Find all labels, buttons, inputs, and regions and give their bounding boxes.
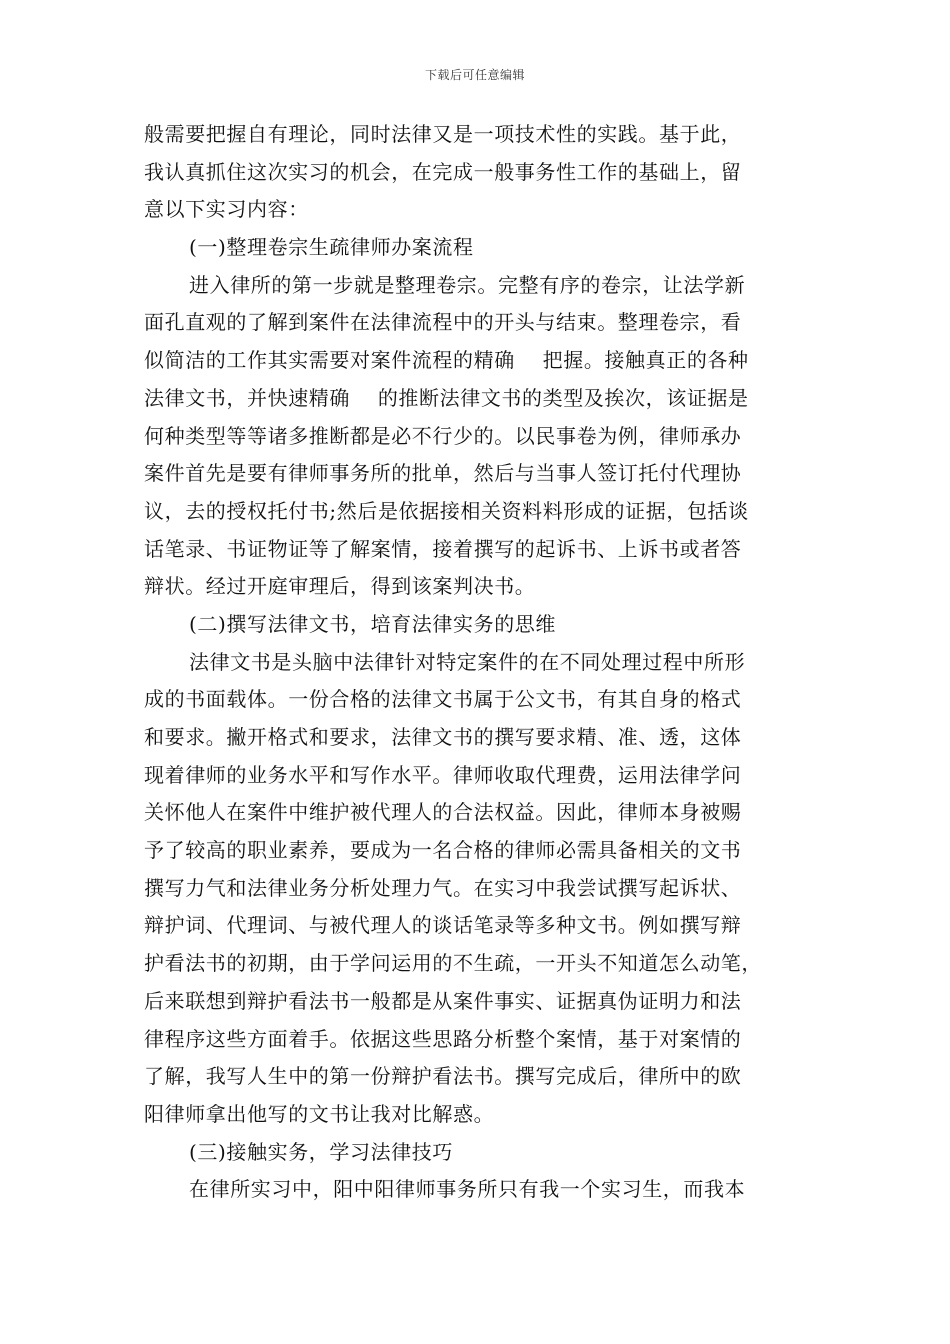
document-body xyxy=(144,116,809,1209)
text-line: 予了较高的职业素养，要成为一名合格的律师必需具备相关的文书 xyxy=(144,838,742,863)
text-line: 面孔直观的了解到案件在法律流程中的开头与结束。整理卷宗，看 xyxy=(144,310,742,335)
text-line: 何种类型等等诸多推断都是必不行少的。以民事卷为例，律师承办 xyxy=(144,423,742,448)
text-line: 了解，我写人生中的第一份辩护看法书。撰写完成后，律所中的欧 xyxy=(144,1064,742,1089)
page-header: 下载后可任意编辑 xyxy=(424,68,525,82)
text-line: 撰写力气和法律业务分析处理力气。在实习中我尝试撰写起诉状、 xyxy=(144,875,742,900)
text-line: 成的书面载体。一份合格的法律文书属于公文书，有其自身的格式 xyxy=(144,687,742,712)
text-line: 辩状。经过开庭审理后，得到该案判决书。 xyxy=(144,574,536,599)
text-line: 在律所实习中，阳中阳律师事务所只有我一个实习生，而我本 xyxy=(189,1177,746,1202)
text-line: (三)接触实务，学习法律技巧 xyxy=(189,1139,454,1164)
text-line: 法律文书是头脑中法律针对特定案件的在不同处理过程中所形 xyxy=(189,649,746,674)
text-line: 律程序这些方面着手。依据这些思路分析整个案情，基于对案情的 xyxy=(144,1026,742,1051)
text-line: 现着律师的业务水平和写作水平。律师收取代理费，运用法律学问 xyxy=(144,762,742,787)
text-line: 案件首先是要有律师事务所的批单，然后与当事人签订托付代理协 xyxy=(144,461,742,486)
text-line: 护看法书的初期，由于学问运用的不生疏，一开头不知道怎么动笔， xyxy=(144,951,762,976)
text-line: 和要求。撇开格式和要求，法律文书的撰写要求精、准、透，这体 xyxy=(144,725,742,749)
text-line: 议，去的授权托付书;然后是依据接相关资料料形成的证据，包括谈 xyxy=(144,498,749,523)
text-line: 般需要把握自有理论，同时法律又是一项技术性的实践。基于此， xyxy=(144,122,742,146)
text-line: 后来联想到辩护看法书一般都是从案件事实、证据真伪证明力和法 xyxy=(144,988,742,1013)
text-line: 进入律所的第一步就是整理卷宗。完整有序的卷宗，让法学新 xyxy=(189,272,746,297)
text-line: 我认真抓住这次实习的机会，在完成一般事务性工作的基础上，留 xyxy=(144,159,742,184)
text-line: 似简洁的工作其实需要对案件流程的精确 把握。接触真正的各种 xyxy=(144,348,749,373)
text-line: (二)撰写法律文书，培育法律实务的思维 xyxy=(189,611,557,636)
text-line: (一)整理卷宗生疏律师办案流程 xyxy=(189,235,474,260)
text-line: 意以下实习内容： xyxy=(144,197,309,222)
text-line: 阳律师拿出他写的文书让我对比解惑。 xyxy=(144,1101,495,1126)
text-line: 法律文书，并快速精确 的推断法律文书的类型及挨次，该证据是 xyxy=(144,385,749,410)
text-line: 辩护词、代理词、与被代理人的谈话笔录等多种文书。例如撰写辩 xyxy=(144,913,742,938)
text-line: 关怀他人在案件中维护被代理人的合法权益。因此，律师本身被赐 xyxy=(144,800,742,825)
text-line: 话笔录、书证物证等了解案情，接着撰写的起诉书、上诉书或者答 xyxy=(144,536,742,561)
